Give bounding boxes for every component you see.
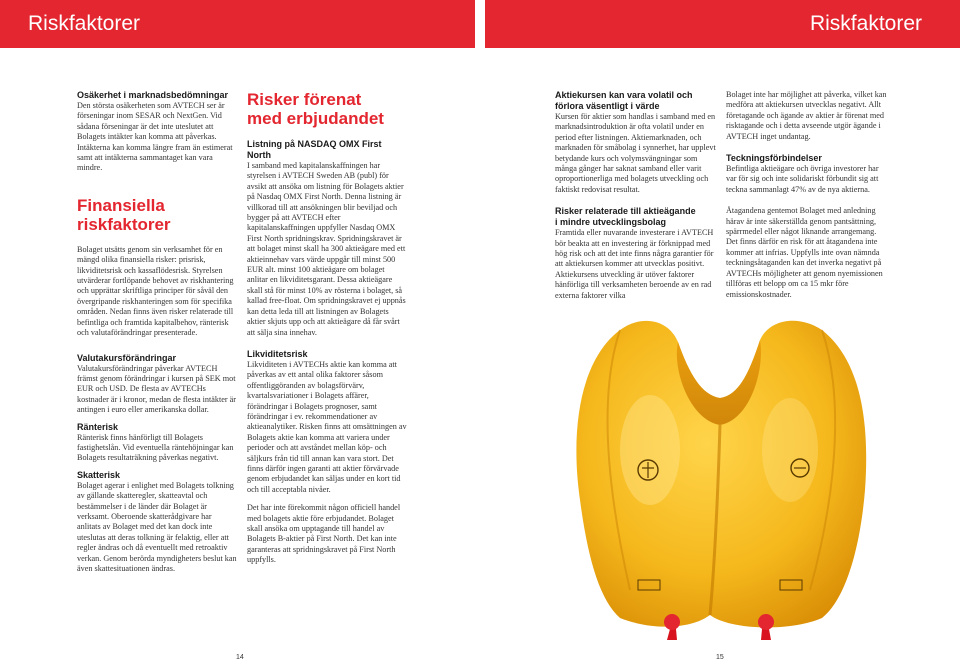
section-heading: Skatterisk <box>77 469 121 480</box>
section-heading: Likviditetsrisk <box>247 348 308 359</box>
section-body: Valutakursförändringar påverkar AVTECH främst genom förändringar i kursen på SEK mot EUR och USD. De flesta av AVTECHs kostnader är i kronor, medan de flesta intäkter är antingen i euro eller amerikanska dollar. <box>77 363 237 415</box>
life-vest-icon <box>560 300 880 652</box>
section-body: Åtagandena gentemot Bolaget med anledning härav är inte säkerställda genom pantsättning, spärrmedel eller något liknande arrangemang. Det finns därför en risk för att åtagandena inte kommer att infrias. Uppfylls inte ovan nämnda teckningsåtaganden kan det inverka negativt på AVTECHs möjligheter att genom nyemissionen tillföras ett belopp om ca 15 mkr före emissionskostnader. <box>726 206 883 299</box>
section-title: Risker förenat med erbjudandet <box>247 90 384 128</box>
section-body: Bolaget inte har möjlighet att påverka, vilket kan medföra att aktiekursen utvecklas negativt. Allt företagande och ägande av aktier är förenat med risktagande och i detta avseende utgör ägande i AVTECH inget undantag. <box>726 90 887 141</box>
section-body: Den största osäkerheten som AVTECH ser är förseningar inom SESAR och NextGen. Vid sådana förseningar är det inte uteslutet att Bolagets intäkter kan komma att påverkas. Intäkterna kan komma längre fram än estimerat samt att intäkterna sammantaget kan vara mindre. <box>77 101 233 173</box>
section-body: Bolaget utsätts genom sin verksamhet för en mängd olika finansiella risker: prisrisk, likviditetsrisk och kassaflödesrisk. Styrelsen utvärderar fortlöpande behovet av riskhantering och upprättar skriftliga principer för såväl den övergripande riskhanteringen som för specifika områden. Nedan finns även risker relaterade till befintliga och framtida kapitalbehov, ränterisk och valutaförändringar presenterade. <box>77 244 234 338</box>
section-heading: Listning på NASDAQ OMX First North <box>247 139 382 160</box>
section-body: Kursen för aktier som handlas i samband med en marknadsintroduktion är ofta volatil under en period efter listningen. Aktiemarknaden, och marknaden för småbolag i synnerhet, har upplevt betydande kurs och volymsvängningar som många gånger har saknat samband eller varit oproportionerliga med bolagets utveckling och faktiskt redovisat resultat. <box>555 112 716 194</box>
page-number-left: 14 <box>236 654 244 661</box>
column-2 <box>247 90 407 566</box>
page-number-right: 15 <box>716 654 724 661</box>
right-header-title: Riskfaktorer <box>809 12 922 35</box>
section-heading: Teckningsförbindelser <box>726 153 822 164</box>
column-4 <box>726 90 888 300</box>
section-heading: Valutakursförändringar <box>77 352 177 363</box>
section-title: Finansiella riskfaktorer <box>77 195 171 234</box>
section-heading: Aktiekursen kan vara volatil och förlora väsentligt i värde <box>555 90 693 111</box>
left-header-band <box>0 0 475 48</box>
section-heading: Risker relaterade till aktieägande i mindre utvecklingsbolag <box>555 206 696 228</box>
section-heading: Ränterisk <box>77 421 119 432</box>
column-3 <box>555 90 717 301</box>
column-1 <box>77 90 237 574</box>
section-body: Ränterisk finns hänförligt till Bolagets fastighetslån. Vid eventuella räntehöjningar kan Bolagets resultaträkning påverkas negativt. <box>77 432 234 463</box>
section-body: Befintliga aktieägare och övriga investorer har var för sig och inte solidariskt förbundit sig att teckna sammanlagt 47% av de nya aktierna. <box>726 164 879 194</box>
section-body: Likviditeten i AVTECHs aktie kan komma att påverkas av ett antal olika faktorer såsom offentliggöranden av bolagsförvärv, kvartalsvariationer i Bolagets affärer, förändringar i Bolagets prognoser, samt förändringar i ev. rekommendationer av aktieanalytiker. Risken finns att omsättningen av Bolagets aktie kan komma att variera under perioder och att avståndet mellan köp- och säljkurs från tid till annan kan vara stort. Det finns därför ingen garanti att aktier förvärvade genom erbjudandet kan säljas under en kort tid och till acceptabla nivåer. <box>247 359 407 494</box>
right-header-band <box>485 0 960 48</box>
section-body: I samband med kapitalanskaffningen har styrelsen i AVTECH Sweden AB (publ) för avsikt att ansöka om listning för Bolagets aktier på Nasdaq OMX First North. Denna listning är villkorad till att ansökningen blir beviljad och bygger på att AVTECH efter kapitalanskaffningen uppfyller Nasdaq OMX First North spridningskrav. Spridningskravet är att bolaget minst skall ha 300 aktieägare med ett aktieinnehav vars värde uppgår till minst 500 EUR alt. minst 100 aktieägare om bolaget anlitar en likviditetsgarant. Dessa aktieägare skall stå för minst 10% av rösterna i bolaget, så kallad free-float. Om spridningskravet ej uppnås kan detta leda till att listningen av Bolagets aktier skjuts upp och att aktieägare då får svårt att sälja sina innehav. <box>247 161 406 337</box>
section-body: Framtida eller nuvarande investerare i AVTECH bör beakta att en investering är förknippad med hög risk och att det inte finns några garantier för att aktiekursen kommer att utvecklas positivt. Aktiekursens utveckling är utöver faktorer hänförliga till verksamheten beroende av en rad externa faktorer vilka <box>555 228 714 300</box>
left-header-title: Riskfaktorer <box>28 12 141 35</box>
section-heading: Osäkerhet i marknadsbedömningar <box>77 90 229 100</box>
section-body: Det har inte förekommit någon officiell handel med bolagets aktie före erbjudandet. Bolaget skall ansöka om upptagande till handel av Bolagets B-aktier på First North. Det kan inte garanteras att spridningskravet på First North uppfylls. <box>247 503 401 565</box>
section-body: Bolaget agerar i enlighet med Bolagets tolkning av gällande skatteregler, skatteavtal och bestämmelser i de länder där Bolaget är verksamt. Oberoende skatterådgivare har anlitats av Bolaget med det kan dock inte uteslutas att deras tolkning är felaktig, eller att regler ändras och då eventuellt med retroaktiv verkan. Genom berörda myndigheters beslut kan även skattesituationen ändras. <box>77 480 237 573</box>
